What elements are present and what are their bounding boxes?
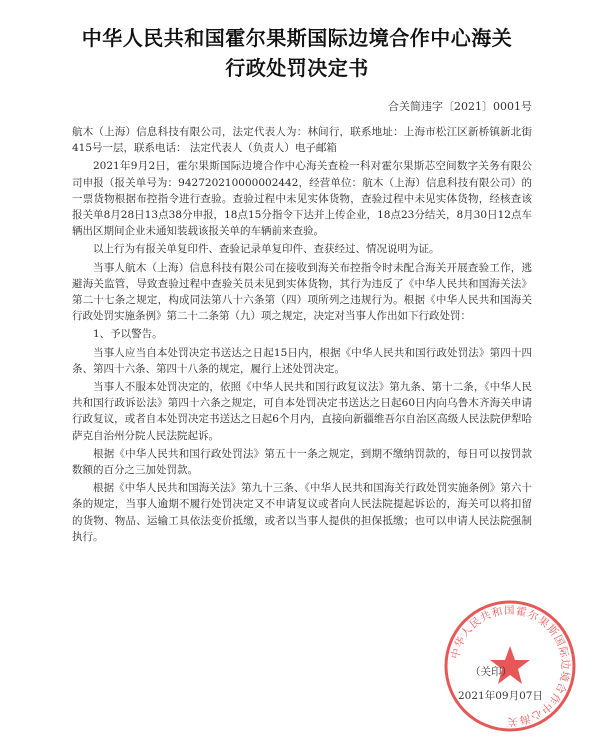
violation-paragraph: 当事人航木（上海）信息科技有限公司在接收到海关布控指令时未配合海关开展查验工作，逃避海关监管，导致查验过程中查验关员未见到实体货物，其行为违反了《中华人民共和国海关法》第二十七条之规定，构成同法第八十六条第（四）项所列之违规行为。根据《中华人民共和国海关行政处罚实施条例》第二十二条第（九）项之规定，决定对当事人作出如下行政处罚： xyxy=(72,261,532,323)
facts-paragraph: 2021年9月2日，霍尔果斯国际边境合作中心海关查检一科对霍尔果斯芯空间数字关务有限公司申报（报关单号为：942720210000002442，经营单位：航木（上海）信息科技有限公司）的一票货物根据布控指令进行查验。查验过程中未见实体货物，查验过程中未见实体货物，经核查该报关单8月28日13点38分申报，18点15分指令下达并上传企业，18点23分结关，8月30日12点车辆出区期间企业未通知装载该报关单的车辆前来查验。 xyxy=(72,160,532,238)
penalty-item: 1、予以警告。 xyxy=(93,328,163,341)
late-fee-paragraph: 根据《中华人民共和国行政处罚法》第五十一条之规定，到期不缴纳罚款的，每日可以按罚款数额的百分之三加处罚款。 xyxy=(72,447,532,477)
signature-org: （关印） xyxy=(470,666,512,678)
party-info-paragraph: 航木（上海）信息科技有限公司，法定代表人为：林间行，联系地址：上海市松江区新桥镇新北街415号一层，联系电话： 法定代表人（负责人）电子邮箱 xyxy=(72,126,532,155)
svg-text:中华人民共和国霍尔果斯国际边境合作中心海关: 中华人民共和国霍尔果斯国际边境合作中心海关 xyxy=(449,604,572,728)
evidence-paragraph: 以上行为有报关单复印件、查验记录单复印件、查获经过、情况说明为证。 xyxy=(93,243,440,256)
performance-paragraph: 当事人应当自本处罚决定书送达之日起15日内，根据《中华人民共和国行政处罚法》第四十四条、第四十六条、第四十八条的规定，履行上述处罚决定。 xyxy=(72,346,532,375)
signature-date: 2021年09月07日 xyxy=(458,690,543,702)
document-title-line1: 中华人民共和国霍尔果斯国际边境合作中心海关 xyxy=(81,26,513,50)
document-number: 合关简违字〔2021〕0001号 xyxy=(388,100,532,113)
appeal-paragraph: 当事人不服本处罚决定的，依照《中华人民共和国行政复议法》第九条、第十二条，《中华人民共和国行政诉讼法》第四十六条之规定，可自本处罚决定书送达之日起60日内向乌鲁木齐海关申请行政复议，或者自本处罚决定书送达之日起6个月内，直接向新疆维吾尔自治区高级人民法院伊犁哈萨克自治州分院人民法院起诉。 xyxy=(72,381,532,442)
document-title-line2: 行政处罚决定书 xyxy=(225,56,369,80)
enforcement-paragraph: 根据《中华人民共和国海关法》第九十三条、《中华人民共和国海关行政处罚实施条例》第六十条的规定，当事人逾期不履行处罚决定又不申请复议或者向人民法院提起诉讼的，海关可以将扣留的货物、物品、运输工具依法变价抵缴，或者以当事人提供的担保抵缴；也可以申请人民法院强制执行。 xyxy=(72,482,532,543)
document-body xyxy=(72,124,532,547)
